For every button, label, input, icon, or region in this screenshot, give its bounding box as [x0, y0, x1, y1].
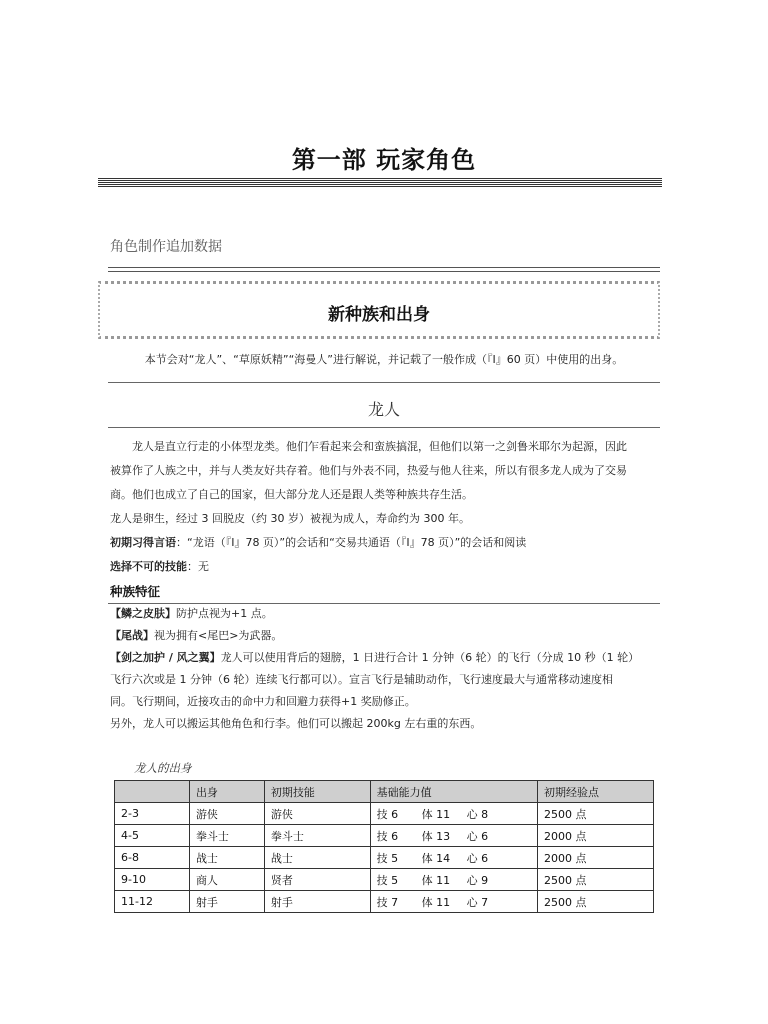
- table-row: [115, 825, 654, 847]
- section-label: 角色制作追加数据: [110, 239, 222, 255]
- language-label: 初期习得言语: [110, 536, 176, 549]
- roll-cell: 6-8: [115, 847, 190, 869]
- language-line: [110, 531, 658, 555]
- stats-cell: [370, 869, 537, 891]
- origin-cell: 拳斗士: [189, 825, 264, 847]
- origin-cell: 射手: [189, 891, 264, 913]
- tech-stat: 技 6: [376, 807, 399, 821]
- exp-cell: 2000 点: [537, 825, 653, 847]
- trait-item: [110, 647, 658, 669]
- title-rule: [98, 178, 662, 187]
- table-header-row: [115, 781, 654, 803]
- table-row: [115, 891, 654, 913]
- table-row: [115, 847, 654, 869]
- body-stat: 体 11: [421, 895, 451, 909]
- roll-cell: 9-10: [115, 869, 190, 891]
- header-cell: [115, 781, 190, 803]
- trait-text: 视为拥有<尾巴>为武器。: [154, 629, 283, 642]
- subsection-title: 龙人: [367, 400, 400, 419]
- header-cell: 初期经验点: [537, 781, 653, 803]
- origin-cell: 战士: [189, 847, 264, 869]
- skill-cell: 射手: [264, 891, 370, 913]
- section-double-rule: [108, 267, 660, 272]
- exp-cell: 2500 点: [537, 869, 653, 891]
- stats-cell: [370, 825, 537, 847]
- header-cell: 基础能力值: [370, 781, 537, 803]
- origins-table: [114, 780, 654, 913]
- mind-stat: 心 8: [466, 807, 489, 821]
- trait-extra: 另外，龙人可以搬运其他角色和行李。他们可以搬起 200kg 左右重的东西。: [110, 717, 482, 730]
- tech-stat: 技 6: [376, 829, 399, 843]
- mind-stat: 心 6: [466, 851, 489, 865]
- dragon-description: [110, 435, 658, 579]
- trait-continuation: 同。飞行期间，近接攻击的命中力和回避力获得+1 奖励修正。: [110, 695, 416, 708]
- page-title: 第一部 玩家角色: [291, 146, 477, 174]
- trait-text: 龙人可以使用背后的翅膀，1 日进行合计 1 分钟（6 轮）的飞行（分成 10 秒（1 轮）: [220, 651, 640, 664]
- intro-text: 本节会对“龙人”、“草原妖精”“海曼人”进行解说，并记载了一般作成（『Ⅰ』60 页）中使用的出身。: [144, 353, 624, 366]
- section-banner: [98, 281, 660, 339]
- desc-line: 龙人是直立行走的小体型龙类。他们乍看起来会和蛮族搞混，但他们以第一之剑鲁米耶尔为起源，因此: [110, 440, 627, 453]
- trait-name: 【鳞之皮肤】: [110, 607, 176, 620]
- origin-cell: 游侠: [189, 803, 264, 825]
- exp-cell: 2500 点: [537, 803, 653, 825]
- body-stat: 体 11: [421, 873, 451, 887]
- trait-item: [110, 603, 658, 625]
- lifespan-line: 龙人是卵生，经过 3 回脱皮（约 30 岁）被视为成人，寿命约为 300 年。: [110, 512, 470, 525]
- tech-stat: 技 5: [376, 873, 399, 887]
- header-cell: 出身: [189, 781, 264, 803]
- trait-name: 【剑之加护 / 风之翼】: [110, 651, 221, 664]
- mind-stat: 心 9: [466, 873, 489, 887]
- body-stat: 体 11: [421, 807, 451, 821]
- origin-cell: 商人: [189, 869, 264, 891]
- roll-cell: 4-5: [115, 825, 190, 847]
- subsection-rule: [108, 427, 660, 428]
- roll-cell: 2-3: [115, 803, 190, 825]
- nonselect-line: [110, 555, 658, 579]
- skill-cell: 贤者: [264, 869, 370, 891]
- desc-line: 被算作了人族之中，并与人类友好共存着。他们与外表不同，热爱与他人往来，所以有很多龙人成为了交易: [110, 464, 627, 477]
- skill-cell: 拳斗士: [264, 825, 370, 847]
- stats-cell: [370, 803, 537, 825]
- body-stat: 体 14: [421, 851, 451, 865]
- stats-cell: [370, 847, 537, 869]
- language-text: ：“龙语（『Ⅰ』78 页）”的会话和“交易共通语（『Ⅰ』78 页）”的会话和阅读: [176, 536, 527, 549]
- trait-name: 【尾战】: [110, 629, 154, 642]
- tech-stat: 技 7: [376, 895, 399, 909]
- exp-cell: 2500 点: [537, 891, 653, 913]
- traits-heading: 种族特征: [110, 584, 161, 599]
- mind-stat: 心 7: [466, 895, 489, 909]
- skill-cell: 战士: [264, 847, 370, 869]
- trait-item: [110, 625, 658, 647]
- table-caption: 龙人的出身: [134, 761, 192, 775]
- desc-line: 商。他们也成立了自己的国家，但大部分龙人还是跟人类等种族共存生活。: [110, 488, 473, 501]
- banner-title: 新种族和出身: [328, 305, 430, 325]
- table-row: [115, 803, 654, 825]
- traits-list: [110, 603, 658, 735]
- intro-rule: [108, 382, 660, 383]
- skill-cell: 游侠: [264, 803, 370, 825]
- exp-cell: 2000 点: [537, 847, 653, 869]
- trait-text: 防护点视为+1 点。: [176, 607, 273, 620]
- header-cell: 初期技能: [264, 781, 370, 803]
- trait-continuation: 飞行六次或是 1 分钟（6 轮）连续飞行都可以）。宣言飞行是辅助动作，飞行速度最大与通常移动速度相: [110, 673, 613, 686]
- table-row: [115, 869, 654, 891]
- body-stat: 体 13: [421, 829, 451, 843]
- tech-stat: 技 5: [376, 851, 399, 865]
- nonselect-text: ：无: [187, 560, 209, 573]
- stats-cell: [370, 891, 537, 913]
- mind-stat: 心 6: [466, 829, 489, 843]
- roll-cell: 11-12: [115, 891, 190, 913]
- nonselect-label: 选择不可的技能: [110, 560, 187, 573]
